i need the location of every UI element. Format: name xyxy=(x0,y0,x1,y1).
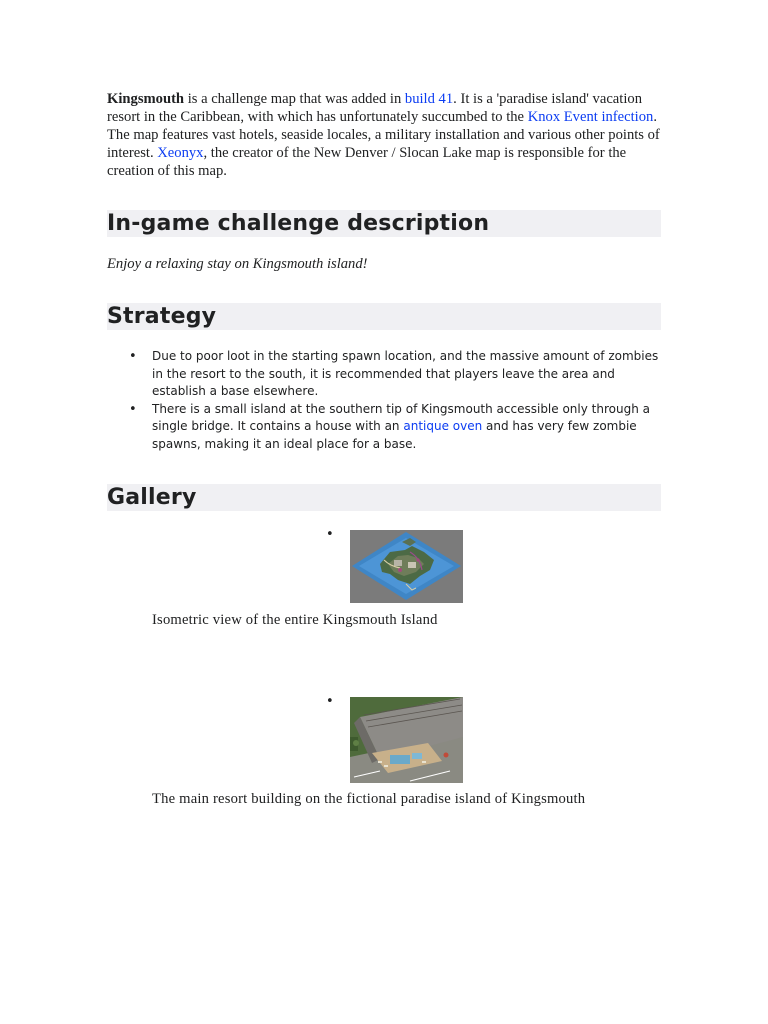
gallery-bullet: • xyxy=(326,527,334,542)
gallery-caption-2: The main resort building on the fictional paradise island of Kingsmouth xyxy=(152,791,586,807)
gallery xyxy=(107,511,661,831)
intro-text-1: is a challenge map that was added in xyxy=(184,91,405,107)
intro-text-2: . It is a 'paradise island' vacation resort in the Caribbean, with which has unfortunately succumbed to the xyxy=(107,91,642,125)
intro-text-3: . The map features vast hotels, seaside locales, a military installation and various other points of interest. xyxy=(107,109,660,161)
strategy-list xyxy=(107,348,661,453)
isometric-island-image xyxy=(350,530,463,603)
knox-event-infection-link[interactable]: Knox Event infection xyxy=(527,109,654,125)
build-41-link[interactable]: build 41 xyxy=(404,91,454,107)
article-content xyxy=(107,90,661,831)
challenge-description-quote: Enjoy a relaxing stay on Kingsmouth island! xyxy=(107,256,368,272)
strategy-item-1 xyxy=(152,348,661,401)
xeonyx-link[interactable]: Xeonyx xyxy=(157,145,204,161)
strategy-item-1-text: Due to poor loot in the starting spawn location, and the massive amount of zombies in the resort to the south, it is recommended that players leave the area and establish a base elsewhere. xyxy=(152,349,659,398)
resort-building-image xyxy=(350,697,463,783)
intro-text-4: , the creator of the New Denver / Slocan Lake map is responsible for the creation of this map. xyxy=(107,145,627,179)
article-title-bold: Kingsmouth xyxy=(107,91,185,107)
intro-paragraph xyxy=(107,90,661,180)
gallery-caption-1: Isometric view of the entire Kingsmouth Island xyxy=(152,612,438,628)
strategy-item-2-text-post: and has very few zombie spawns, making it an ideal place for a base. xyxy=(152,419,637,451)
strategy-item-2 xyxy=(152,401,661,454)
isometric-island-thumbnail[interactable] xyxy=(350,530,463,603)
gallery-bullet: • xyxy=(326,694,334,709)
gallery-heading: Gallery xyxy=(107,484,661,511)
challenge-description-heading: In-game challenge description xyxy=(107,210,661,237)
strategy-item-2-text-pre: There is a small island at the southern tip of Kingsmouth accessible only through a single bridge. It contains a house with an xyxy=(152,401,650,433)
resort-building-thumbnail[interactable] xyxy=(350,697,463,783)
antique-oven-link[interactable]: antique oven xyxy=(403,419,483,433)
strategy-heading: Strategy xyxy=(107,303,661,330)
